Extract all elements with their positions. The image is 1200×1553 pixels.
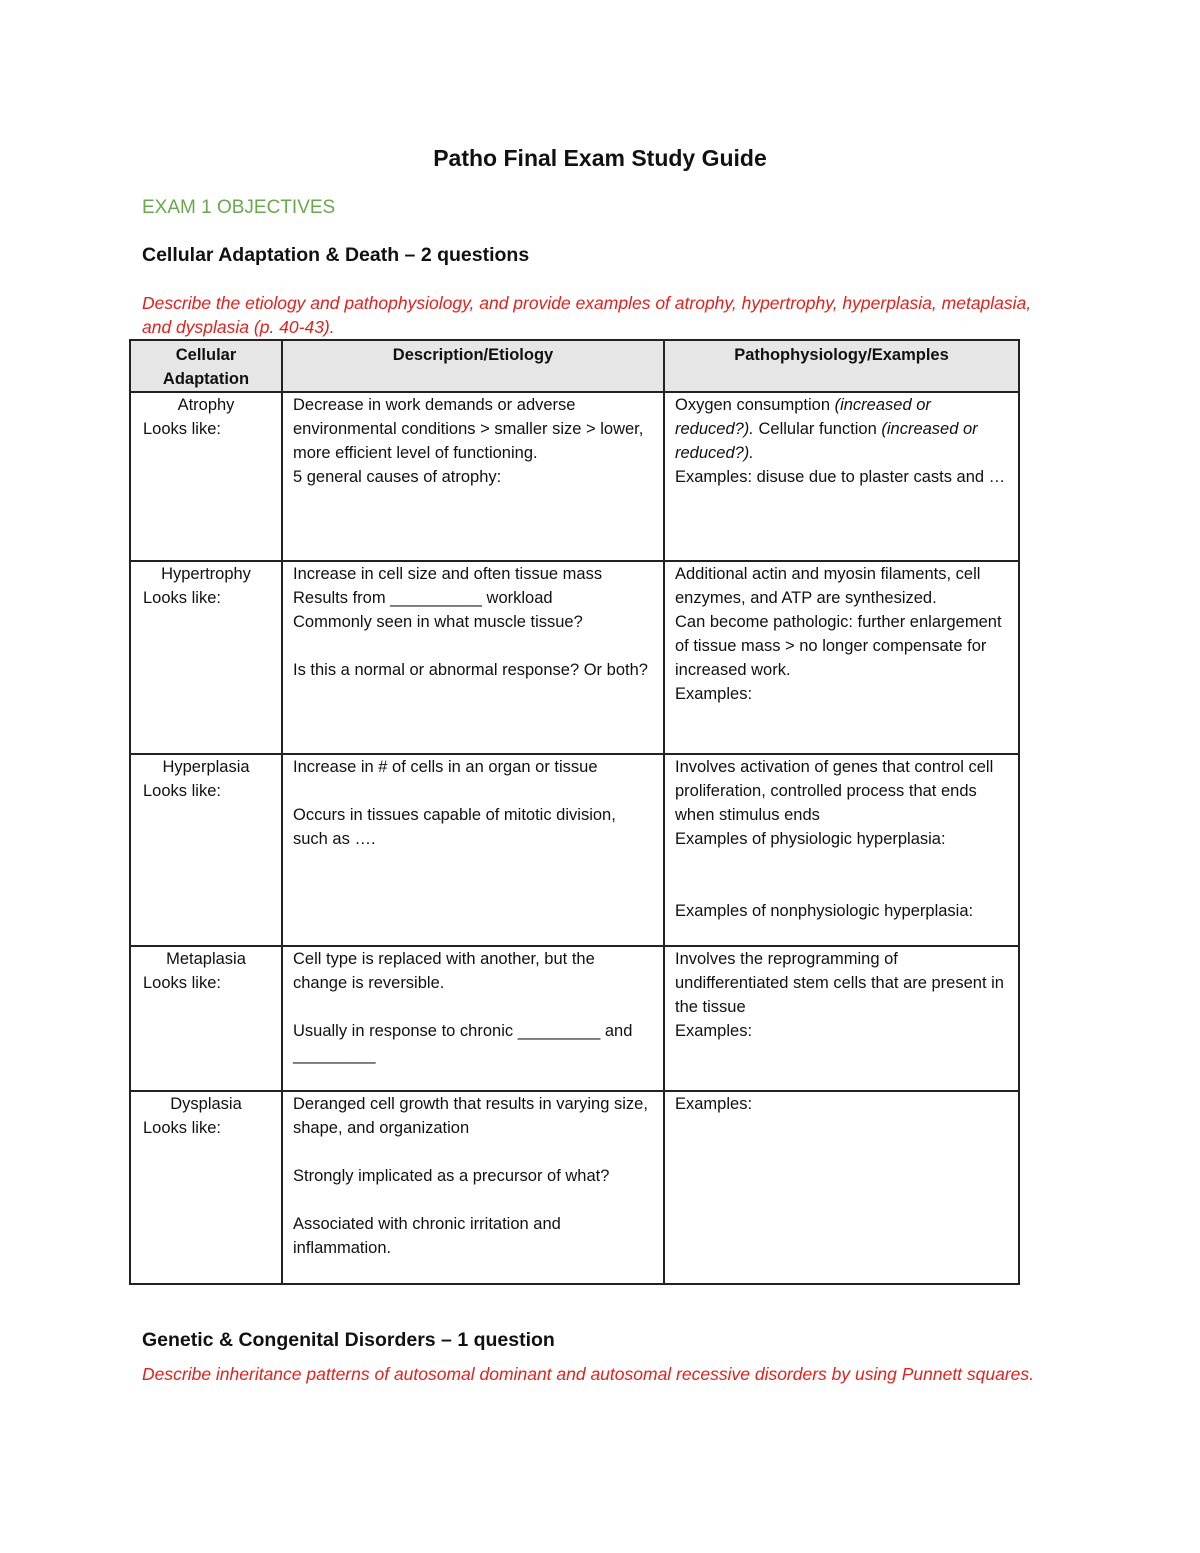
page-title: Patho Final Exam Study Guide — [433, 145, 767, 171]
table-row-atrophy — [130, 392, 1019, 561]
table-row-hypertrophy — [130, 561, 1019, 754]
cellular-adaptation-table — [129, 339, 1020, 1285]
description-text: Decrease in work demands or adverse environmental conditions > smaller size > lower, more efficient level of functioning. — [293, 396, 644, 462]
adaptation-name: Dysplasia — [170, 1095, 242, 1113]
pathophysiology-text: Additional actin and myosin filaments, cell enzymes, and ATP are synthesized. — [675, 565, 981, 607]
examples-text: Examples: disuse due to plaster casts and … — [675, 468, 1006, 486]
oxygen-consumption-text: Oxygen consumption — [675, 396, 835, 414]
description-text: Increase in cell size and often tissue mass — [293, 565, 603, 583]
adaptation-name: Atrophy — [177, 396, 235, 414]
oxygen-consumption-prompt: (increased or reduced?). — [675, 396, 931, 438]
examples-text: Examples: — [675, 1095, 753, 1113]
adaptation-name: Hypertrophy — [161, 565, 251, 583]
cellular-function-text: Cellular function — [753, 420, 882, 438]
dysplasia-pathophysiology — [664, 1091, 1019, 1284]
adaptation-name: Metaplasia — [166, 950, 246, 968]
examples-text: Examples of physiologic hyperplasia: — [675, 830, 946, 848]
atrophy-pathophysiology — [664, 392, 1019, 561]
description-text: Commonly seen in what muscle tissue? — [293, 613, 583, 631]
objective-genetic-disorders: Describe inheritance patterns of autosomal dominant and autosomal recessive disorders by using Punnett squares. — [142, 1364, 1035, 1384]
hyperplasia-description — [282, 754, 664, 946]
description-text: 5 general causes of atrophy: — [293, 468, 502, 486]
looks-like-label: Looks like: — [143, 1119, 221, 1137]
looks-like-label: Looks like: — [143, 782, 221, 800]
atrophy-description — [282, 392, 664, 561]
examples-text: Examples: — [675, 1022, 753, 1040]
description-text: Results from __________ workload — [293, 589, 553, 607]
header-pathophysiology-examples: Pathophysiology/Examples — [664, 340, 1019, 392]
description-text: Usually in response to chronic _________ and _________ — [293, 1022, 633, 1064]
description-text: Increase in # of cells in an organ or tissue — [293, 758, 598, 776]
row-label-atrophy — [130, 392, 282, 561]
row-label-hyperplasia — [130, 754, 282, 946]
adaptation-name: Hyperplasia — [162, 758, 250, 776]
pathophysiology-text: Can become pathologic: further enlargement of tissue mass > no longer compensate for increased work. — [675, 613, 1002, 679]
looks-like-label: Looks like: — [143, 589, 221, 607]
topic-heading-cellular-adaptation: Cellular Adaptation & Death – 2 questions — [142, 244, 530, 266]
pathophysiology-text: Involves the reprogramming of undifferentiated stem cells that are present in the tissue — [675, 950, 1004, 1016]
description-text: Is this a normal or abnormal response? Or both? — [293, 661, 648, 679]
row-label-hypertrophy — [130, 561, 282, 754]
hypertrophy-description — [282, 561, 664, 754]
looks-like-label: Looks like: — [143, 974, 221, 992]
metaplasia-pathophysiology — [664, 946, 1019, 1091]
pathophysiology-text: Involves activation of genes that control cell proliferation, controlled process that ends when stimulus ends — [675, 758, 994, 824]
examples-text: Examples of nonphysiologic hyperplasia: — [675, 902, 974, 920]
description-text: Strongly implicated as a precursor of what? — [293, 1167, 610, 1185]
examples-text: Examples: — [675, 685, 753, 703]
description-text: Occurs in tissues capable of mitotic division, such as …. — [293, 806, 616, 848]
description-text: Deranged cell growth that results in varying size, shape, and organization — [293, 1095, 648, 1137]
dysplasia-description — [282, 1091, 664, 1284]
table-header-row — [130, 340, 1019, 392]
cellular-function-prompt: (increased or reduced?). — [675, 420, 978, 462]
looks-like-label: Looks like: — [143, 420, 221, 438]
row-label-metaplasia — [130, 946, 282, 1091]
section-label: EXAM 1 OBJECTIVES — [142, 197, 336, 218]
table-row-metaplasia — [130, 946, 1019, 1091]
hyperplasia-pathophysiology — [664, 754, 1019, 946]
header-description-etiology: Description/Etiology — [282, 340, 664, 392]
header-cellular-adaptation: Cellular Adaptation — [130, 340, 282, 392]
row-label-dysplasia — [130, 1091, 282, 1284]
description-text: Cell type is replaced with another, but the change is reversible. — [293, 950, 595, 992]
table-row-hyperplasia — [130, 754, 1019, 946]
description-text: Associated with chronic irritation and inflammation. — [293, 1215, 561, 1257]
topic-heading-genetic-disorders: Genetic & Congenital Disorders – 1 question — [142, 1329, 555, 1351]
hypertrophy-pathophysiology — [664, 561, 1019, 754]
metaplasia-description — [282, 946, 664, 1091]
table-row-dysplasia — [130, 1091, 1019, 1284]
pathophysiology-text — [675, 393, 1008, 465]
objective-cellular-adaptation: Describe the etiology and pathophysiology, and provide examples of atrophy, hypertrophy, hyperplasia, metaplasia, and dysplasia (p. 40-43). — [142, 293, 1032, 337]
